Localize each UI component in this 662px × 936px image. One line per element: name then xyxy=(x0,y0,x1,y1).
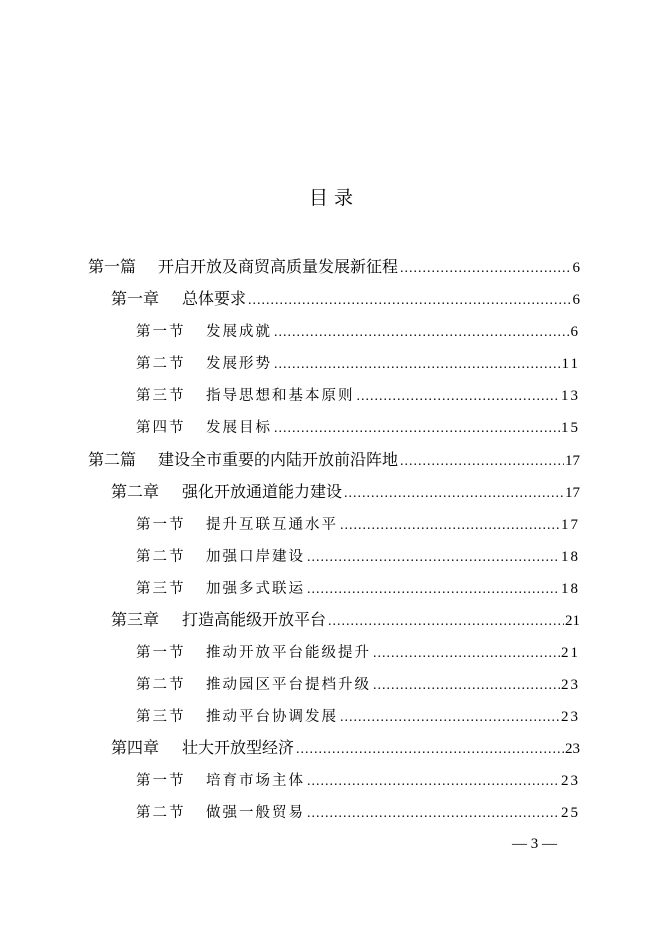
dot-leader xyxy=(274,324,570,342)
dot-leader xyxy=(296,741,564,759)
toc-entry-section[interactable] xyxy=(136,797,580,823)
toc-entry-title: 总体要求 xyxy=(182,289,247,308)
toc-entry-title: 打造高能级开放平台 xyxy=(182,610,327,629)
toc-entry-text xyxy=(136,515,338,535)
toc-entry-title: 发展成就 xyxy=(206,324,272,340)
toc-entry-page: 17 xyxy=(565,453,580,469)
toc-entry-section[interactable] xyxy=(136,573,580,599)
toc-entry-page: 6 xyxy=(572,260,580,276)
toc-entry-title: 推动开放平台能级提升 xyxy=(206,645,371,661)
toc-entry-section[interactable] xyxy=(136,765,580,791)
toc-entry-title: 发展形势 xyxy=(206,356,272,372)
toc-entry-label: 第二节 xyxy=(136,677,186,693)
toc-entry-text xyxy=(136,579,305,599)
toc-entry-text xyxy=(88,449,398,471)
toc-entry-section[interactable] xyxy=(136,637,580,663)
toc-entry-title: 推动园区平台提档升级 xyxy=(206,677,371,693)
toc-entry-text xyxy=(88,256,398,278)
dot-leader xyxy=(373,677,560,695)
dot-leader xyxy=(307,581,560,599)
toc-entry-label: 第一节 xyxy=(136,773,186,789)
dot-leader xyxy=(274,356,561,374)
toc-entry-label: 第三节 xyxy=(136,388,186,404)
toc-entry-text xyxy=(111,609,326,631)
toc-entry-part-1[interactable] xyxy=(88,252,580,278)
toc-entry-section[interactable] xyxy=(136,412,580,438)
toc-entry-text xyxy=(136,547,305,567)
toc-entry-text xyxy=(111,737,294,759)
toc-entry-label: 第一章 xyxy=(111,289,160,308)
toc-entry-title: 建设全市重要的内陆开放前沿阵地 xyxy=(158,450,399,469)
toc-entry-text xyxy=(111,481,342,503)
toc-entry-chapter-2[interactable] xyxy=(111,477,580,503)
toc-entry-text xyxy=(136,418,272,438)
toc-entry-text xyxy=(136,771,305,791)
toc-entry-label: 第二节 xyxy=(136,549,186,565)
toc-entry-title: 提升互联互通水平 xyxy=(206,517,338,533)
toc-entry-title: 强化开放通道能力建设 xyxy=(182,482,343,501)
toc-entry-text xyxy=(136,675,371,695)
toc-entry-text xyxy=(136,643,371,663)
toc-entry-page: 23 xyxy=(561,773,580,789)
toc-entry-section[interactable] xyxy=(136,348,580,374)
toc-entry-text xyxy=(111,288,246,310)
dot-leader xyxy=(307,773,560,791)
toc-entry-title: 开启开放及商贸高质量发展新征程 xyxy=(158,257,399,276)
toc-entry-title: 加强口岸建设 xyxy=(206,549,305,565)
toc-entry-page: 13 xyxy=(561,388,580,404)
toc-entry-page: 21 xyxy=(561,645,580,661)
toc-entry-label: 第一节 xyxy=(136,517,186,533)
dot-leader xyxy=(373,645,560,663)
toc-entry-label: 第一节 xyxy=(136,324,186,340)
toc-entry-page: 23 xyxy=(565,741,580,757)
dot-leader xyxy=(340,709,560,727)
toc-entry-page: 15 xyxy=(561,420,580,436)
toc-entry-section[interactable] xyxy=(136,380,580,406)
toc-entry-title: 壮大开放型经济 xyxy=(182,738,295,757)
toc-entry-title: 培育市场主体 xyxy=(206,773,305,789)
dot-leader xyxy=(274,420,560,438)
toc-entry-label: 第一节 xyxy=(136,645,186,661)
toc-entry-title: 发展目标 xyxy=(206,420,272,436)
toc-entry-page: 18 xyxy=(561,581,580,597)
toc-entry-chapter-4[interactable] xyxy=(111,733,580,759)
toc-entry-page: 17 xyxy=(561,517,580,533)
toc-entry-text xyxy=(136,386,355,406)
dot-leader xyxy=(328,613,564,631)
dot-leader xyxy=(307,805,560,823)
dot-leader xyxy=(344,485,564,503)
dot-leader xyxy=(400,453,564,471)
toc-entry-page: 21 xyxy=(565,613,580,629)
toc-entry-page: 23 xyxy=(561,709,580,725)
toc-entry-title: 做强一般贸易 xyxy=(206,805,305,821)
toc-entry-page: 11 xyxy=(561,356,580,372)
toc-entry-title: 推动平台协调发展 xyxy=(206,709,338,725)
dot-leader xyxy=(248,292,571,310)
toc-entry-section[interactable] xyxy=(136,669,580,695)
toc-entry-section[interactable] xyxy=(136,541,580,567)
toc-entry-label: 第四章 xyxy=(111,738,160,757)
toc-entry-label: 第二篇 xyxy=(88,450,137,469)
toc-entry-label: 第二章 xyxy=(111,482,160,501)
toc-entry-section[interactable] xyxy=(136,316,580,342)
page-number: — 3 — xyxy=(512,836,557,852)
toc-entry-label: 第四节 xyxy=(136,420,186,436)
toc-entry-page: 6 xyxy=(572,292,580,308)
toc-entry-title: 指导思想和基本原则 xyxy=(206,388,355,404)
toc-entry-part-2[interactable] xyxy=(88,445,580,471)
dot-leader xyxy=(357,388,561,406)
dot-leader xyxy=(400,260,571,278)
toc-entry-page: 17 xyxy=(565,485,580,501)
toc-entry-label: 第二节 xyxy=(136,805,186,821)
dot-leader xyxy=(307,549,560,567)
toc-entry-page: 6 xyxy=(570,324,580,340)
toc-entry-chapter-1[interactable] xyxy=(111,284,580,310)
toc-entry-label: 第一篇 xyxy=(88,257,137,276)
toc-entry-text xyxy=(136,322,272,342)
toc-entry-section[interactable] xyxy=(136,701,580,727)
dot-leader xyxy=(340,517,560,535)
toc-entry-text xyxy=(136,803,305,823)
toc-entry-label: 第三节 xyxy=(136,581,186,597)
toc-entry-page: 23 xyxy=(561,677,580,693)
toc-entry-text xyxy=(136,354,272,374)
toc-entry-text xyxy=(136,707,338,727)
toc-entry-chapter-3[interactable] xyxy=(111,605,580,631)
toc-entry-page: 25 xyxy=(561,805,580,821)
toc-title: 目 录 xyxy=(308,187,354,209)
toc-entry-section[interactable] xyxy=(136,509,580,535)
toc-entry-page: 18 xyxy=(561,549,580,565)
toc-entry-label: 第二节 xyxy=(136,356,186,372)
toc-entry-label: 第三节 xyxy=(136,709,186,725)
toc-entry-title: 加强多式联运 xyxy=(206,581,305,597)
toc-entry-label: 第三章 xyxy=(111,610,160,629)
